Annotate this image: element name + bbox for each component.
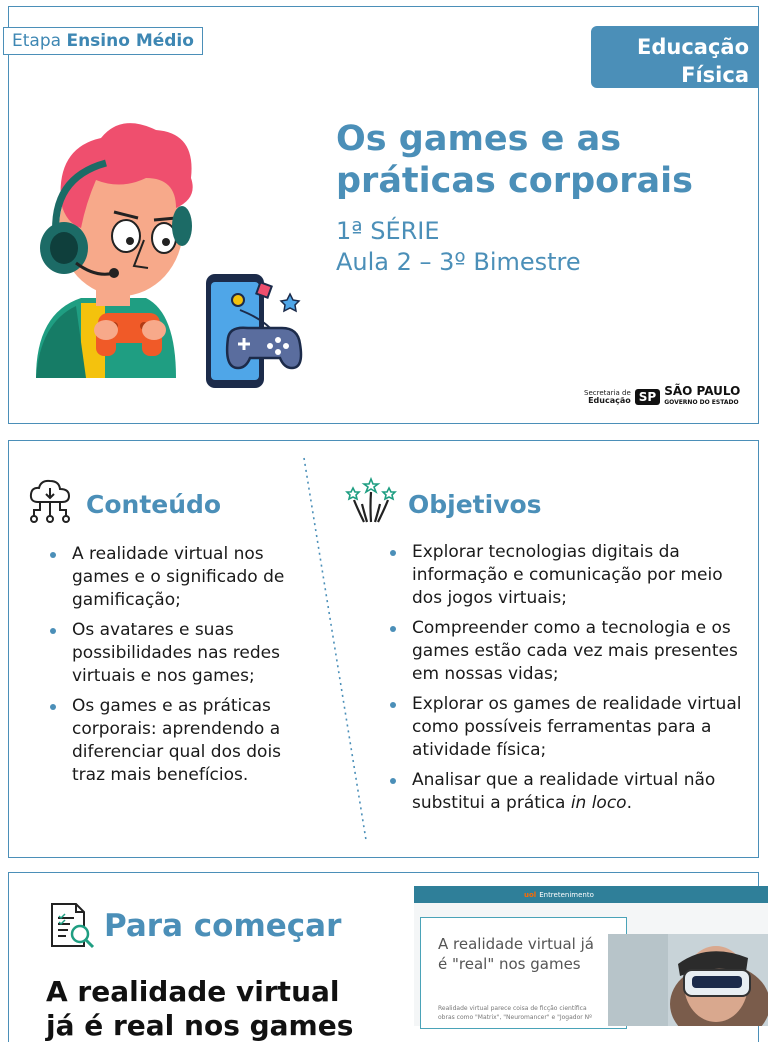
last-item-prefix: Analisar que a realidade virtual não substitui a prática [412,770,716,813]
stage-badge [3,27,203,55]
intro-line2: já é real nos games [46,1009,354,1042]
news-snippet: Realidade virtual parece coisa de ficção científica obras como "Matrix", "Neuromancer" e "Jogador Nº [438,1005,592,1021]
document-search-icon [48,902,96,950]
secretaria-label [584,389,631,405]
stage-name: Ensino Médio [66,31,194,51]
sec-line1: Secretaria de [584,389,631,397]
stage-prefix: Etapa [12,31,62,51]
sec-line2: Educação [588,396,631,405]
last-item-suffix: . [626,793,632,813]
list-item: Os avatares e suas possibilidades nas redes virtuais e nos games; [50,619,312,688]
headline-line1: A realidade virtual já [438,935,594,953]
gamer-illustration [26,108,206,388]
phone-gamepad-icon [200,268,310,392]
news-brand: uol [524,890,537,899]
subject-tab [591,26,759,88]
list-item [390,769,742,815]
title-line2: práticas corporais [336,161,693,201]
subject-line2: Física [681,63,749,87]
intro-line1: A realidade virtual [46,975,340,1008]
lesson-subtitle [336,216,581,278]
conteudo-list [50,543,312,794]
list-item: Compreender como a tecnologia e os games estão cada vez mais presentes em nossas vidas; [390,617,742,686]
title-line1: Os games e as [336,119,622,159]
intro-heading [46,975,353,1043]
list-item: Explorar tecnologias digitais da informação e comunicação por meio dos jogos virtuais; [390,541,742,610]
list-item: Os games e as práticas corporais: aprendendo a diferenciar qual dos dois traz mais benefícios. [50,695,312,787]
list-item: Explorar os games de realidade virtual como possíveis ferramentas para a atividade física; [390,693,742,762]
cloud-network-icon [28,478,72,526]
sp-sub-text: GOVERNO DO ESTADO [664,399,739,406]
vr-headset-photo [608,934,768,1026]
news-section: Entretenimento [539,890,594,899]
subject-line1: Educação [637,35,749,59]
last-item-italic: in loco [570,793,627,813]
objetivos-title: Objetivos [408,490,542,519]
sp-name-text: SÃO PAULO [664,384,741,398]
fireworks-icon [344,476,398,528]
headline-line2: é "real" nos games [438,955,581,973]
lesson-title [336,118,693,202]
conteudo-title: Conteúdo [86,490,222,519]
sp-government-logo [584,386,740,408]
sp-name [664,386,740,408]
news-article-preview [414,886,768,1026]
news-header-bar [414,886,768,903]
lesson-label: Aula 2 – 3º Bimestre [336,248,581,276]
comecar-title: Para começar [104,908,342,944]
grade-label: 1ª SÉRIE [336,217,440,245]
news-headline [438,934,594,974]
sp-mark: SP [635,389,660,405]
list-item: A realidade virtual nos games e o significado de gamificação; [50,543,312,612]
objetivos-list [390,541,742,822]
